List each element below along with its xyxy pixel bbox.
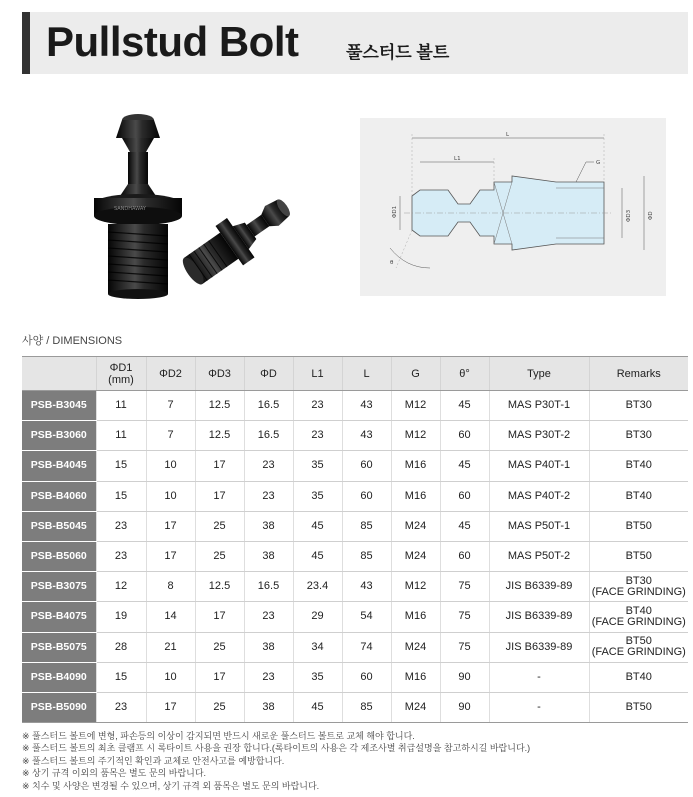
table-cell: 43: [342, 572, 391, 602]
table-cell: 11: [96, 391, 146, 421]
table-cell: 43: [342, 391, 391, 421]
table-cell: 45: [293, 541, 342, 571]
table-cell: 85: [342, 692, 391, 722]
table-cell: 45: [293, 511, 342, 541]
table-cell: M12: [391, 572, 440, 602]
table-cell: 23.4: [293, 572, 342, 602]
table-cell: 15: [96, 481, 146, 511]
dim-G: G: [596, 160, 601, 166]
table-cell: 17: [195, 451, 244, 481]
table-cell: 38: [244, 632, 293, 662]
table-row: [22, 632, 688, 662]
table-cell: 17: [146, 541, 195, 571]
table-cell: 23: [96, 692, 146, 722]
note-item: ※ 풀스터드 볼트의 최초 클램프 시 록타이트 사용을 권장 합니다.(록타이트의 사용은 각 제조사별 취급설명을 참고하시길 바랍니다.): [22, 743, 531, 754]
table-cell: 60: [342, 451, 391, 481]
table-cell: 17: [146, 692, 195, 722]
table-cell: 75: [440, 632, 489, 662]
table-cell: 23: [244, 451, 293, 481]
bolt-small: [175, 186, 301, 294]
table-cell: 12.5: [195, 572, 244, 602]
model-cell: PSB-B4075: [22, 602, 96, 632]
table-cell: BT30: [589, 391, 688, 421]
technical-drawing: [360, 118, 666, 296]
table-cell: M16: [391, 481, 440, 511]
table-header-cell: ΦD1 (mm): [96, 357, 146, 391]
table-cell: MAS P40T-2: [489, 481, 589, 511]
header-accent-bar: [22, 12, 30, 74]
model-cell: PSB-B3075: [22, 572, 96, 602]
model-cell: PSB-B5060: [22, 541, 96, 571]
table-cell: M16: [391, 662, 440, 692]
table-cell: 23: [293, 391, 342, 421]
table-cell: 35: [293, 451, 342, 481]
table-cell: M24: [391, 541, 440, 571]
dim-theta: θ: [390, 260, 394, 266]
table-cell: 35: [293, 662, 342, 692]
page-title: Pullstud Bolt: [46, 18, 299, 65]
model-cell: PSB-B4060: [22, 481, 96, 511]
model-cell: PSB-B3060: [22, 421, 96, 451]
table-cell: 7: [146, 421, 195, 451]
table-cell: BT50: [589, 541, 688, 571]
table-cell: 85: [342, 541, 391, 571]
table-cell: 21: [146, 632, 195, 662]
model-cell: PSB-B4090: [22, 662, 96, 692]
table-cell: 60: [342, 662, 391, 692]
notes-list: [22, 730, 688, 792]
table-row: [22, 511, 688, 541]
table-cell: 16.5: [244, 572, 293, 602]
table-header-cell: Type: [489, 357, 589, 391]
table-cell: 45: [440, 511, 489, 541]
table-cell: 10: [146, 662, 195, 692]
table-cell: 16.5: [244, 391, 293, 421]
table-row: [22, 391, 688, 421]
table-cell: 60: [342, 481, 391, 511]
table-row: [22, 692, 688, 722]
table-cell: 23: [96, 511, 146, 541]
table-row: [22, 541, 688, 571]
table-row: [22, 421, 688, 451]
table-cell: 29: [293, 602, 342, 632]
table-cell: BT40: [589, 662, 688, 692]
table-cell: 23: [96, 541, 146, 571]
table-cell: 12.5: [195, 391, 244, 421]
table-cell: 23: [293, 421, 342, 451]
table-header-cell: ΦD2: [146, 357, 195, 391]
table-cell: 12.5: [195, 421, 244, 451]
table-header-cell: θ°: [440, 357, 489, 391]
dim-D3: ΦD3: [626, 209, 632, 222]
table-cell: 25: [195, 511, 244, 541]
table-cell: 90: [440, 662, 489, 692]
table-cell: 38: [244, 541, 293, 571]
table-cell: 12: [96, 572, 146, 602]
table-row: [22, 572, 688, 602]
dim-L1: L1: [454, 156, 461, 162]
table-cell: 7: [146, 391, 195, 421]
table-row: [22, 481, 688, 511]
table-cell: 17: [146, 511, 195, 541]
table-cell: 11: [96, 421, 146, 451]
table-row: [22, 451, 688, 481]
table-cell: M24: [391, 511, 440, 541]
dim-D1: ΦD1: [392, 205, 398, 218]
table-cell: 43: [342, 421, 391, 451]
note-item: ※ 치수 및 사양은 변경될 수 있으며, 상기 규격 외 품목은 별도 문의 바랍니다.: [22, 780, 320, 791]
table-cell: BT50: [589, 511, 688, 541]
table-cell: BT40: [589, 451, 688, 481]
table-cell: 16.5: [244, 421, 293, 451]
table-header-cell: L1: [293, 357, 342, 391]
dim-D: ΦD: [648, 211, 654, 220]
table-row: [22, 602, 688, 632]
table-cell: 10: [146, 481, 195, 511]
table-cell: MAS P50T-2: [489, 541, 589, 571]
table-cell: 23: [244, 602, 293, 632]
model-cell: PSB-B5045: [22, 511, 96, 541]
table-cell: JIS B6339-89: [489, 602, 589, 632]
table-cell: 35: [293, 481, 342, 511]
table-header-cell: ΦD3: [195, 357, 244, 391]
table-cell: 45: [293, 692, 342, 722]
note-item: ※ 풀스터드 볼트에 변형, 파손등의 이상이 감지되면 반드시 새로운 풀스터드 볼트로 교체 해야 합니다.: [22, 731, 415, 741]
table-cell: 10: [146, 451, 195, 481]
table-cell: 14: [146, 602, 195, 632]
table-cell: 60: [440, 481, 489, 511]
table-cell: 74: [342, 632, 391, 662]
table-cell: M24: [391, 692, 440, 722]
table-cell: 45: [440, 451, 489, 481]
table-header-row: [22, 357, 688, 391]
table-header-cell: G: [391, 357, 440, 391]
table-cell: 60: [440, 421, 489, 451]
model-cell: PSB-B4045: [22, 451, 96, 481]
dimensions-table: [22, 356, 688, 723]
bolt-large: [94, 114, 182, 299]
table-header-cell: ΦD: [244, 357, 293, 391]
table-cell: M24: [391, 632, 440, 662]
table-cell: 45: [440, 391, 489, 421]
table-cell: 15: [96, 662, 146, 692]
table-cell: 75: [440, 572, 489, 602]
table-cell: BT30: [589, 421, 688, 451]
page-subtitle: 풀스터드 볼트: [346, 43, 450, 62]
table-cell: JIS B6339-89: [489, 632, 589, 662]
model-cell: PSB-B3045: [22, 391, 96, 421]
table-cell: 15: [96, 451, 146, 481]
table-cell: BT30 (FACE GRINDING): [589, 572, 688, 602]
table-cell: 23: [244, 662, 293, 692]
table-cell: 25: [195, 632, 244, 662]
dim-L: L: [506, 132, 510, 138]
table-cell: 90: [440, 692, 489, 722]
table-cell: MAS P40T-1: [489, 451, 589, 481]
table-cell: M12: [391, 391, 440, 421]
table-body: [22, 391, 688, 723]
table-cell: 54: [342, 602, 391, 632]
table-cell: MAS P30T-1: [489, 391, 589, 421]
table-header-cell: L: [342, 357, 391, 391]
table-cell: 17: [195, 481, 244, 511]
table-cell: BT40: [589, 481, 688, 511]
table-cell: 38: [244, 511, 293, 541]
table-cell: 17: [195, 602, 244, 632]
note-item: ※ 풀스터드 볼트의 주기적인 확인과 교체로 안전사고를 예방합니다.: [22, 755, 285, 766]
table-cell: M16: [391, 602, 440, 632]
model-cell: PSB-B5090: [22, 692, 96, 722]
table-cell: 23: [244, 481, 293, 511]
table-header-cell: Remarks: [589, 357, 688, 391]
table-cell: MAS P50T-1: [489, 511, 589, 541]
table-cell: 34: [293, 632, 342, 662]
table-row: [22, 662, 688, 692]
table-cell: JIS B6339-89: [489, 572, 589, 602]
product-photo: [86, 108, 316, 308]
table-cell: 85: [342, 511, 391, 541]
table-cell: 60: [440, 541, 489, 571]
table-cell: MAS P30T-2: [489, 421, 589, 451]
model-cell: PSB-B5075: [22, 632, 96, 662]
table-cell: 19: [96, 602, 146, 632]
table-cell: 25: [195, 541, 244, 571]
table-cell: 25: [195, 692, 244, 722]
table-cell: 8: [146, 572, 195, 602]
section-label: 사양 / DIMENSIONS: [22, 335, 123, 347]
table-cell: -: [489, 692, 589, 722]
table-cell: 38: [244, 692, 293, 722]
table-header-cell: [22, 357, 96, 391]
note-item: ※ 상기 규격 이외의 품목은 별도 문의 바랍니다.: [22, 768, 207, 779]
table-cell: M12: [391, 421, 440, 451]
photo-engraving: SANDHAWAY: [114, 206, 146, 212]
table-cell: BT50: [589, 692, 688, 722]
table-cell: -: [489, 662, 589, 692]
table-cell: 28: [96, 632, 146, 662]
table-cell: BT40 (FACE GRINDING): [589, 602, 688, 632]
table-cell: M16: [391, 451, 440, 481]
table-cell: 17: [195, 662, 244, 692]
table-cell: BT50 (FACE GRINDING): [589, 632, 688, 662]
table-cell: 75: [440, 602, 489, 632]
